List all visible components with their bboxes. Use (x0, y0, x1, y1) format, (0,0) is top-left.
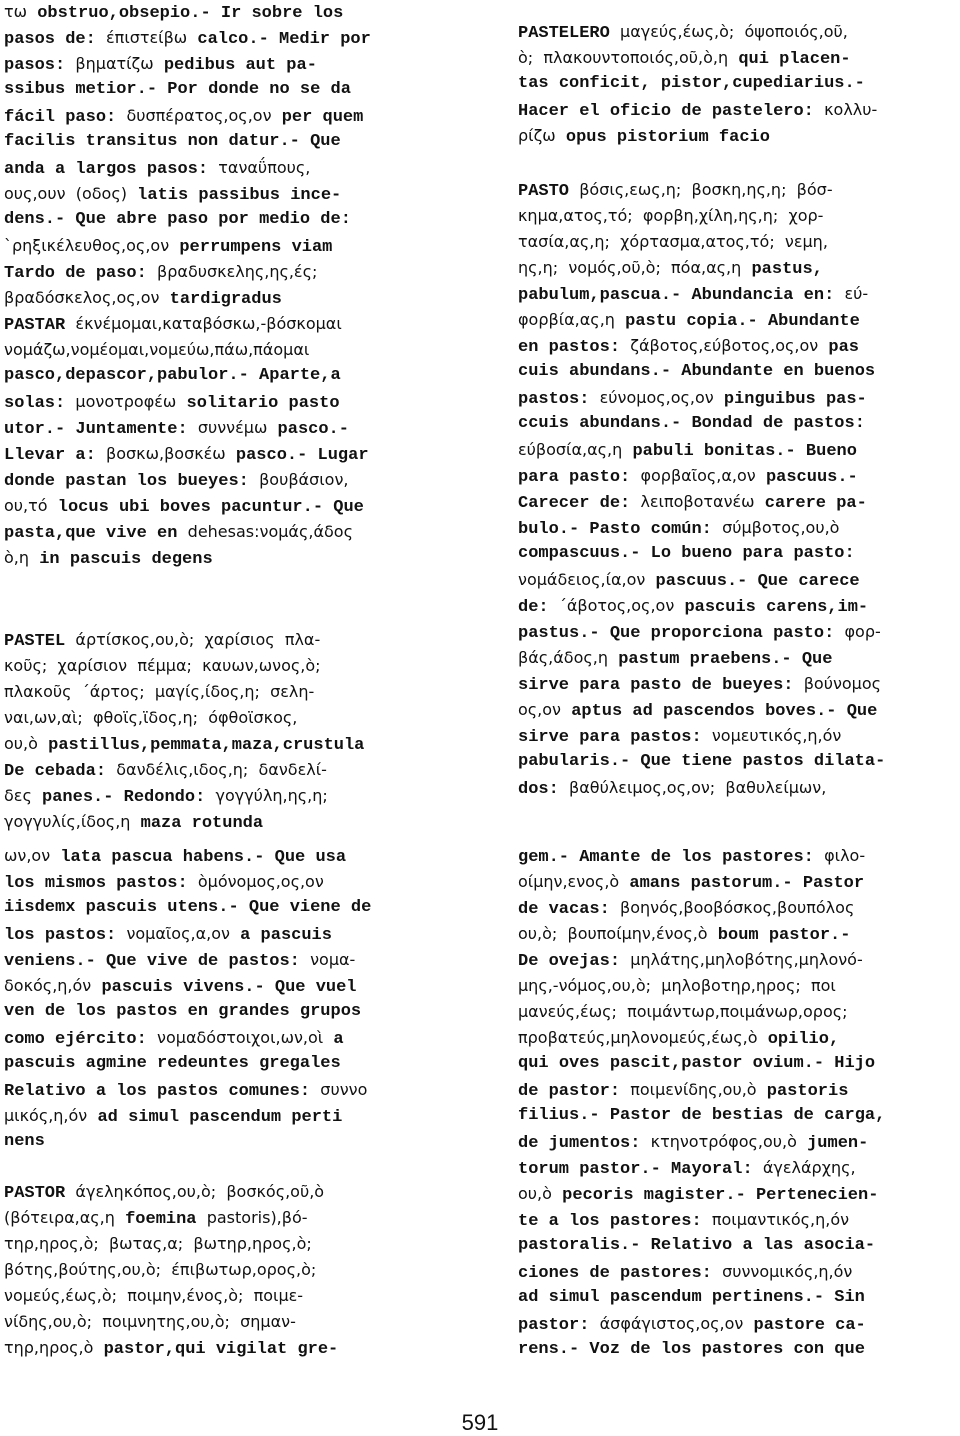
text-line: pasos de: έπιστείβω calco.- Medir por (4, 28, 371, 49)
text-line: βάς,άδος,η pastum praebens.- Que (518, 648, 833, 669)
text-line: utor.- Juntamente: συννέμω pasco.- (4, 418, 349, 439)
text-line: ης,η; νομός,οῦ,ὸ; πόα,ας,η pastus, (518, 258, 823, 279)
text-line: `ρηξικέλευθος,ος,ον perrumpens viam (4, 236, 333, 257)
text-line: πλακοῦς ΄άρτος; μαγίς,ίδος,η; σελη- (4, 682, 315, 701)
text-line: dens.- Que abre paso por medio de: (4, 210, 351, 229)
text-line: rens.- Voz de los pastores con que (518, 1340, 865, 1359)
text-line: filius.- Pastor de bestias de carga, (518, 1106, 886, 1125)
text-line: ὸ; πλακουντοποιός,οῦ,ὸ,η qui placen- (518, 48, 851, 69)
text-line: tas conficit, pistor,cupediarius.- (518, 74, 865, 93)
text-line: pabularis.- Que tiene pastos dilata- (518, 752, 886, 771)
text-line: τω obstruo,obsepio.- Ir sobre los (4, 2, 344, 23)
text-line: pabulum,pascua.- Abundancia en: εύ- (518, 284, 869, 305)
text-line: βραδόσκελος,ος,ον tardigradus (4, 288, 282, 309)
text-line: iisdemx pascuis utens.- Que viene de (4, 898, 372, 917)
text-line: de jumentos: κτηνοτρόφος,ου,ὸ jumen- (518, 1132, 869, 1153)
text-line: γογγυλίς,ίδος,η maza rotunda (4, 812, 264, 833)
text-line: sirve para pastos: νομευτικός,η,όν (518, 726, 842, 747)
text-line: de: ΄άβοτος,ος,ον pascuis carens,im- (518, 596, 869, 617)
text-line: φορβία,ας,η pastu copia.- Abundante (518, 310, 860, 331)
text-line: Llevar a: βοσκω,βοσκέω pasco.- Lugar (4, 444, 369, 465)
text-line: ven de los pastos en grandes grupos (4, 1002, 362, 1021)
text-line: δες panes.- Redondo: γογγύλη,ης,η; (4, 786, 328, 807)
text-line: ssibus metior.- Por donde no se da (4, 80, 351, 99)
text-line: facilis transitus non datur.- Que (4, 132, 341, 151)
text-line: sirve para pasto de bueyes: βούνομος (518, 674, 882, 695)
text-line: compascuus.- Lo bueno para pasto: (518, 544, 855, 563)
text-line: PASTO βόσις,εως,η; βοσκη,ης,η; βόσ- (518, 180, 833, 201)
text-line: pascuis agmine redeuntes gregales (4, 1054, 341, 1073)
text-line: δοκός,η,όν pascuis vivens.- Que vuel (4, 976, 357, 997)
text-line: de vacas: βοηνός,βοοβόσκος,βουπόλος (518, 898, 855, 919)
text-line: nens (4, 1132, 45, 1151)
text-line: (βότειρα,ας,η foemina pastoris),βό- (4, 1208, 308, 1229)
text-line: ὸ,η in pascuis degens (4, 548, 213, 569)
text-line: pastor: άσφάγιστος,ος,ον pastore ca- (518, 1314, 866, 1335)
text-line: ρίζω opus pistorium facio (518, 126, 770, 147)
text-line: μικός,η,όν ad simul pascendum perti (4, 1106, 343, 1127)
text-line: pastoralis.- Relativo a las asocia- (518, 1236, 876, 1255)
text-line: κημα,ατος,τό; φορβη,χίλη,ης,η; χορ- (518, 206, 824, 225)
text-line: Carecer de: λειποβοτανέω carere pa- (518, 492, 867, 513)
text-line: μης,-νόμος,ου,ὸ; μηλοβοτηρ,ηρος; ποι (518, 976, 836, 995)
text-line: κοῦς; χαρίσιον πέμμα; καυων,ωνος,ὸ; (4, 656, 321, 675)
text-line: ad simul pascendum pertinens.- Sin (518, 1288, 865, 1307)
text-line: PASTELERO μαγεύς,έως,ὸ; όψοποιός,οῦ, (518, 22, 848, 43)
text-line: te a los pastores: ποιμαντικός,η,όν (518, 1210, 850, 1231)
text-line: ου,ὸ pecoris magister.- Pertenecien- (518, 1184, 879, 1205)
page-number: 591 (461, 1410, 499, 1435)
text-line: ου,ὸ pastillus,pemmata,maza,crustula (4, 734, 365, 755)
text-line: Relativo a los pastos comunes: συννο (4, 1080, 368, 1101)
text-line: νίδης,ου,ὸ; ποιμνητης,ου,ὸ; σημαν- (4, 1312, 296, 1331)
text-line: veniens.- Que vive de pastos: νομα- (4, 950, 356, 971)
text-line: ccuis abundans.- Bondad de pastos: (518, 414, 865, 433)
text-line: Hacer el oficio de pastelero: κολλυ- (518, 100, 878, 121)
text-line: pasta,que vive en dehesas:νομάς,άδος (4, 522, 353, 543)
text-line: ων,ον lata pascua habens.- Que usa (4, 846, 347, 867)
text-line: ναι,ων,αὶ; φθοϊς,ϊδος,η; όφθοϊσκος, (4, 708, 298, 727)
text-line: ους,ουν (οδος) latis passibus ince- (4, 184, 342, 205)
text-line: pasos: βηματίζω pedibus aut pa- (4, 54, 317, 75)
text-line: gem.- Amante de los pastores: φιλο- (518, 846, 866, 867)
text-line: ου,τό locus ubi boves pacuntur.- Que (4, 496, 364, 517)
text-line: torum pastor.- Mayoral: άγελάρχης, (518, 1158, 856, 1179)
text-line: De cebada: δανδέλις,ιδος,η; δανδελί- (4, 760, 327, 781)
text-line: βότης,βούτης,ου,ὸ; έπιβωτωρ,ορος,ὸ; (4, 1260, 317, 1279)
text-line: donde pastan los bueyes: βουβάσιον, (4, 470, 349, 491)
text-line: cuis abundans.- Abundante en buenos (518, 362, 876, 381)
text-line: PASTAR έκνέμομαι,καταβόσκω,-βόσκομαι (4, 314, 342, 335)
text-line: en pastos: ζάβοτος,εύβοτος,ος,ον pas (518, 336, 859, 357)
text-line: Tardo de paso: βραδυσκελης,ης,ές; (4, 262, 318, 283)
text-line: μανεύς,έως; ποιμάντωρ,ποιμάνωρ,ορος; (518, 1002, 848, 1021)
text-line: PASTEL άρτίσκος,ου,ὸ; χαρίσιος πλα- (4, 630, 321, 651)
text-line: προβατεύς,μηλονομεύς,έως,ὸ opilio, (518, 1028, 840, 1049)
text-line: fácil paso: δυσπέρατος,ος,ον per quem (4, 106, 364, 127)
text-line: De ovejas: μηλάτης,μηλοβότης,μηλονό- (518, 950, 863, 971)
text-line: de pastor: ποιμενίδης,ου,ὸ pastoris (518, 1080, 849, 1101)
text-line: νομάζω,νομέομαι,νομεύω,πάω,πάομαι (4, 340, 310, 359)
text-line: ciones de pastores: συννομικός,η,όν (518, 1262, 853, 1283)
text-line: pastos: εύνομος,ος,ον pinguibus pas- (518, 388, 867, 409)
text-line: τηρ,ηρος,ὸ; βωτας,α; βωτηρ,ηρος,ὸ; (4, 1234, 312, 1253)
text-line: τασία,ας,η; χόρτασμα,ατος,τό; νεμη, (518, 232, 828, 251)
text-line: νομεύς,έως,ὸ; ποιμην,ένος,ὸ; ποιμε- (4, 1286, 304, 1305)
text-line: ου,ὸ; βουποίμην,ένος,ὸ boum pastor.- (518, 924, 851, 945)
text-line: ος,ον aptus ad pascendos boves.- Que (518, 700, 878, 721)
text-line: bulo.- Pasto común: σύμβοτος,ου,ὸ (518, 518, 840, 539)
text-line: pasco,depascor,pabulor.- Aparte,a (4, 366, 341, 385)
text-line: para pasto: φορβαῖος,α,ον pascuus.- (518, 466, 858, 487)
text-line: qui oves pascit,pastor ovium.- Hijo (518, 1054, 876, 1073)
text-line: los mismos pastos: ὸμόνομος,ος,ον (4, 872, 324, 893)
text-line: los pastos: νομαῖος,α,ον a pascuis (4, 924, 332, 945)
text-line: εύβοσία,ας,η pabuli bonitas.- Bueno (518, 440, 857, 461)
text-line: anda a largos pasos: ταναΰπους, (4, 158, 311, 179)
text-line: solas: μονοτροφέω solitario pasto (4, 392, 340, 413)
text-line: PASTOR άγεληκόπος,ου,ὸ; βοσκός,οῦ,ὸ (4, 1182, 325, 1203)
text-line: νομάδειος,ία,ον pascuus.- Que carece (518, 570, 860, 591)
text-line: dos: βαθύλειμος,ος,ον; βαθυλείμων, (518, 778, 827, 799)
text-line: τηρ,ηρος,ὸ pastor,qui vigilat gre- (4, 1338, 339, 1359)
text-line: como ejército: νομαδόστοιχοι,ων,οὶ a (4, 1028, 344, 1049)
text-line: pastus.- Que proporciona pasto: φορ- (518, 622, 881, 643)
text-line: οίμην,ενος,ὸ amans pastorum.- Pastor (518, 872, 865, 893)
